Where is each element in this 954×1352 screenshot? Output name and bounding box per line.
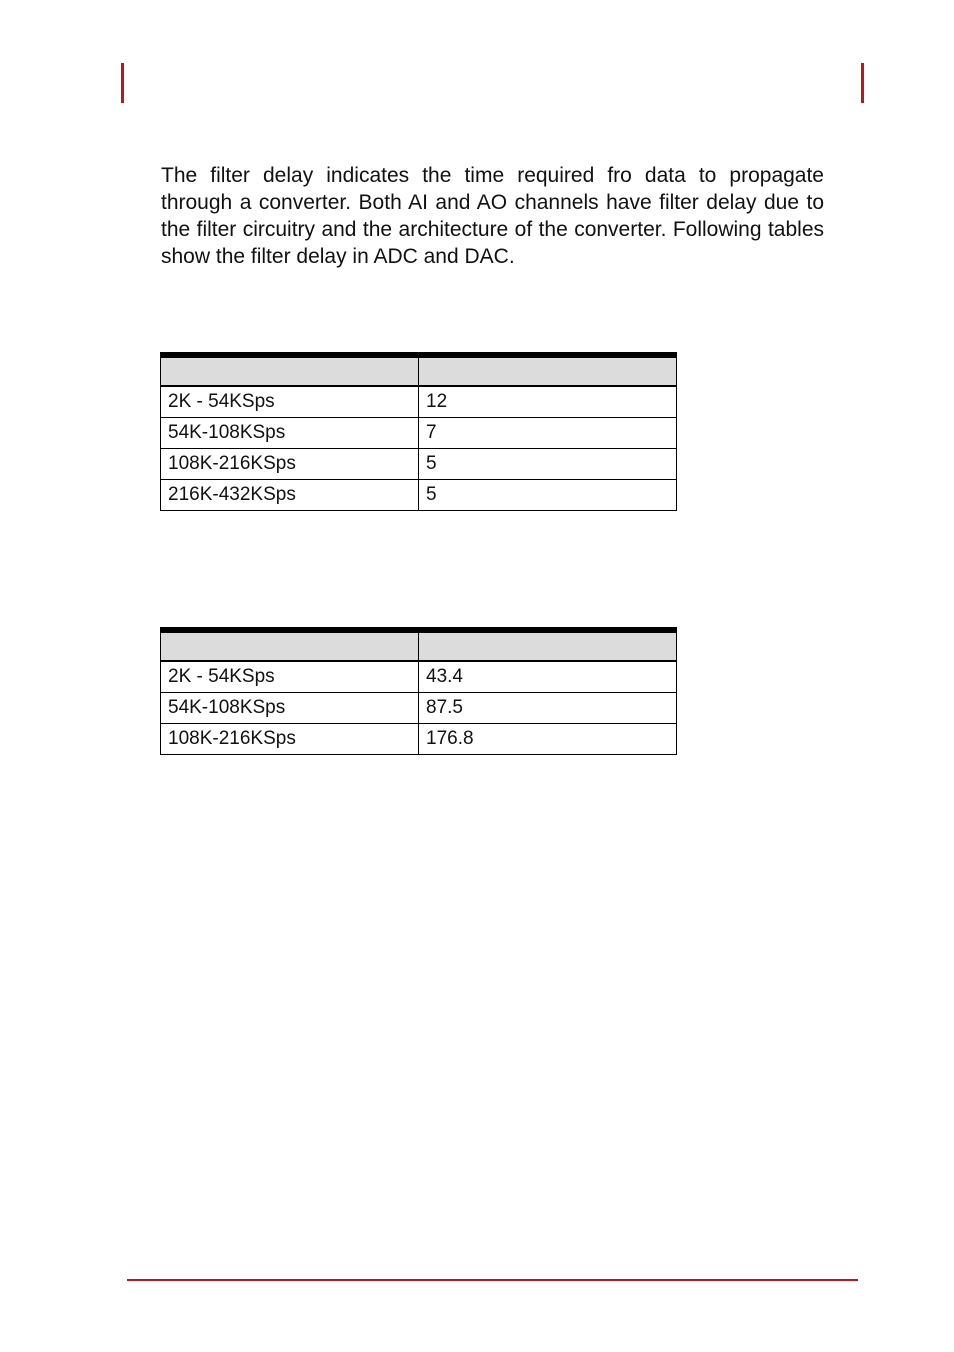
delay-cell: 43.4: [419, 661, 677, 692]
table-row: [161, 417, 677, 448]
right-margin-mark: [861, 63, 864, 103]
header-cell-sample-rate: [161, 630, 419, 661]
left-margin-mark: [121, 63, 124, 103]
adc-filter-delay-table: [160, 352, 677, 511]
rate-cell: 108K-216KSps: [161, 448, 419, 479]
delay-cell: 87.5: [419, 692, 677, 723]
delay-cell: 7: [419, 417, 677, 448]
table-row: [161, 661, 677, 692]
delay-cell: 5: [419, 479, 677, 510]
table-header-row: [161, 355, 677, 386]
header-cell-delay: [419, 355, 677, 386]
rate-cell: 2K - 54KSps: [161, 386, 419, 417]
rate-cell: 54K-108KSps: [161, 692, 419, 723]
table-row: [161, 448, 677, 479]
footer-rule: [127, 1279, 858, 1281]
delay-cell: 176.8: [419, 723, 677, 754]
header-cell-sample-rate: [161, 355, 419, 386]
table-row: [161, 723, 677, 754]
header-cell-delay: [419, 630, 677, 661]
delay-cell: 5: [419, 448, 677, 479]
table-row: [161, 692, 677, 723]
table-row: [161, 479, 677, 510]
rate-cell: 54K-108KSps: [161, 417, 419, 448]
rate-cell: 216K-432KSps: [161, 479, 419, 510]
rate-cell: 108K-216KSps: [161, 723, 419, 754]
table-row: [161, 386, 677, 417]
rate-cell: 2K - 54KSps: [161, 661, 419, 692]
table-header-row: [161, 630, 677, 661]
delay-cell: 12: [419, 386, 677, 417]
intro-paragraph: The filter delay indicates the time required fro data to propagate through a converter. Both AI and AO channels have filter delay due to the filter circuitry and the architecture of the converter. Following tables show the filter delay in ADC and DAC.: [161, 164, 824, 268]
dac-filter-delay-table: [160, 627, 677, 755]
